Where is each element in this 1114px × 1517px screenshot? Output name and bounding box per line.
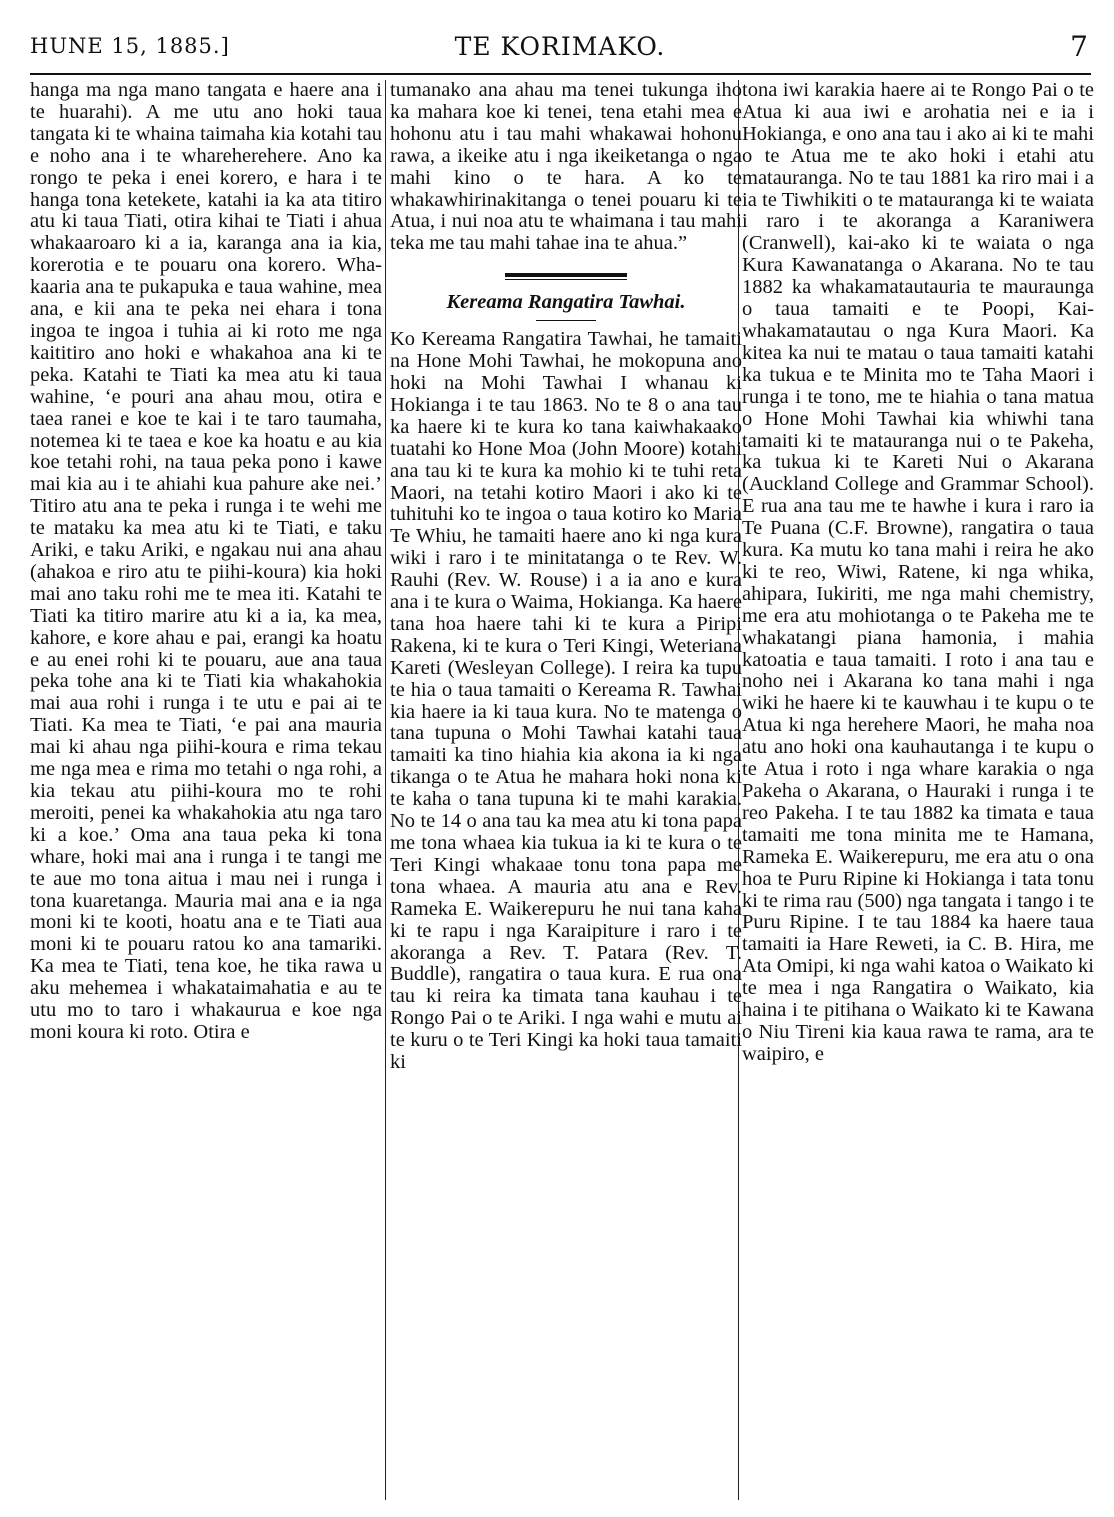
article-body: Ko Kereama Rangatira Tawhai, he tamaiti na Hone Mohi Tawhai, he mokopuna ano hoki na Mohi Tawhai I whanau ki Hokianga i te tau 1863. No te 8 o ana tau ka haere ki te kura ko tana kaiwhakaako tuatahi ko Hone Moa (John Moore) kotahi ana tau ki te kura ka mohio ki te tuhi reta Maori, na tetahi kotiro Maori i ako ki te tuhituhi ko te ingoa o taua kotiro ko Maria Te Whiu, he tamaiti haere ano ki nga kura wiki i raro i te minitatanga o te Rev. W. Rauhi (Rev. W. Rouse) i a ia ano e kura ana i te kura o Waima, Hokianga. Ka haere tana hoa haere tahi ki te kura a Piripi Rakena, ki te kura o Teri Kingi, Weteriana Kareti (Wesleyan College). I reira ka tupu te hia o taua tamaiti o Kereama R. Tawhai kia haere ia ki taua kura. No te matenga o tana tupuna o Mohi Tawhai katahi taua tamaiti ka tino hiahia kia akona ia ki nga tikanga o te Atua he mahara hoki nona ki te kaha o tana tupuna ki te mahi karakia. No te 14 o ana tau ka mea atu ki tona papa me tona whaea kia tukua ia ki te kura o te Teri Kingi whakaae tonu tona papa me tona whaea. A mauria atu ana e Rev. Rameka E. Waikerepuru he nui tana kaha ki te rapu i nga Karaipiture i raro i te akoranga a Rev. T. Patara (Rev. T. Buddle), rangatira o taua kura. E rua ona tau ki reira ka timata tana kauhau i te Rongo Pai o te Ariki. I nga wahi e mutu ai te kuru o te Teri Kingi ka hoki taua tamaiti ki bbox=[390, 328, 742, 1074]
column-3 bbox=[742, 80, 1094, 1500]
column-2-text-continued: tumanako ana ahau ma tenei tukunga iho ka mahara koe ki tenei, tena etahi mea e hohonu atu i tau mahi whakawai hohonu rawa, a ikeike atu i nga ikeiketanga o nga mahi kino o te hara. A ko te whakawhirinakitanga o tenei pouaru ki te Atua, i nui noa atu te whaimana i tau mahi teka me tau mahi tahae ina te ahua.” bbox=[390, 80, 742, 255]
column-rule-1 bbox=[385, 80, 386, 1500]
newspaper-title: TE KORIMAKO. bbox=[454, 32, 666, 61]
article-heading: Kereama Rangatira Tawhai. bbox=[446, 291, 686, 314]
page-number: 7 bbox=[1070, 30, 1088, 63]
page-header bbox=[30, 30, 1090, 70]
article-divider bbox=[505, 273, 627, 280]
header-rule bbox=[30, 73, 1091, 75]
column-2 bbox=[390, 80, 742, 1500]
issue-date: HUNE 15, 1885.] bbox=[30, 34, 230, 58]
column-3-text: tona iwi karakia haere ai te Rongo Pai o te Atua ki aua iwi e arohatia nei e ia i Hokianga, e ono ana tau i ako ai ki te mahi o te Atua me te ako hoki i etahi atu matauranga. No te tau 1881 ka riro mai i a ia te Tiwhikiti o te matauranga ki te waiata i raro i te akoranga a Karaniwera (Cranwell), kai-ako ki te waiata o nga Kura Kawanatanga o Akarana. No te tau 1882 ka whakamatautauria te mauraunga o taua tamaiti e te Poopi, Kai-whakamatautau o nga Kura Maori. Ka kitea ka nui te matau o taua tamaiti katahi ka tukua e te Minita mo te Taha Maori i runga i te tono, me te hiahia o tana matua o Hone Mohi Tawhai kia whiwhi tana tamaiti ki te matauranga nui o te Pakeha, ka tukua ki te Kareti Nui o Akarana (Auckland College and Grammar School). E rua ana tau me te hawhe i kura i raro ia Te Puana (C.F. Browne), rangatira o taua kura. Ka mutu ko tana mahi i reira he ako ki te reo, Wiwi, Ratene, ki nga whika, ahipara, Iukiriti, me nga mahi chemistry, me era atu mohiotanga o te Pakeha me te whakatangi piana hamonia, i mahia katoatia e taua tamaiti. I roto i ana tau e noho nei i Akarana ko tana mahi i nga wiki he haere ki te kauwhau i te kupu o te Atua ki nga herehere Maori, he maha noa atu ano hoki ona kauhautanga i te kupu o te Atua i roto i nga whare karakia o nga Pakeha o Akarana, o Hauraki i runga i te reo Pakeha. I te tau 1882 ka timata e taua tamaiti me tona minita me te Hamana, Rameka E. Waikerepuru, me era atu o ona hoa te Puru Ripine ki Hokianga i tata tonu ki te rima rau (500) nga tangata i tango i te Puru Ripine. I te tau 1884 ka haere taua tamaiti ia Hare Reweti, ia C. B. Hira, me Ata Omipi, ki nga wahi katoa o Waikato ki te mea i nga Rangatira o Waikato, kia haina i te pitihana o Waikato ki te Kawana o Niu Tireni kia kaua rawa te rama, ara te waipiro, e bbox=[742, 80, 1094, 1065]
heading-rule bbox=[536, 320, 596, 321]
column-1 bbox=[30, 80, 382, 1500]
column-1-text: hanga ma nga mano tangata e haere ana i te huarahi). A me utu ano hoki taua tangata ki te whaina taimaha kia kotahi tau e noho ana i te whareherehere. Ano ka rongo te peka i enei korero, e hara i te hanga tona ketekete, katahi ia ka ata titiro atu ki taua Tiati, otira kihai te Tiati i ahua whakaaroaro ki a ia, karanga ana ia kia, korerotia e te pouaru ona korero. Whakaaria ana te pukapuka e taua wahine, mea ana, e kii ana te peka nei ehara i tona ingoa te ingoa i tuhia ai ki roto me nga kaititiro ano hoki e whakahoa ana ki te peka. Katahi te Tiati ka mea atu ki taua wahine, ‘e pouri ana ahau mou, otira e taea ranei e koe te kai i te taro taumaha, notemea ki te taea e koe ka hoatu e au kia koe tetahi rohi, na taua peka pono i kawe mai kia au i te ahiahi kua pahure ake nei.’ Titiro atu ana te peka i runga i te wehi me te mataku ka mea atu ki te Tiati, e taku Ariki, e taku Ariki, e ngakau nui ana ahau (ahakoa e riro atu te piihi-koura) kia hoki mai ano taku rohi me te mea iti. Katahi te Tiati ka titiro marire atu ki a ia, ka mea, kahore, e kore ahau e pai, erangi ka hoatu e au enei rohi ki te pouaru, aue ana taua peka tohe ana ki te Tiati kia whakahokia mai aua rohi i runga i te utu e pai ai te Tiati. Ka mea te Tiati, ‘e pai ana mauria mai ki ahau nga piihi-koura e rima tekau me nga mea e rima mo tetahi o nga rohi, a kia tekau atu piihi-koura mo te rohi meroiti, penei ka whakahokia atu nga taro ki a koe.’ Oma ana taua peka ki tona whare, hoki mai ana i runga i te tangi me te aue mo tona aitua i mau nei i runga i tona kuaretanga. Mauria mai ana e ia nga moni ki te kooti, hoatu ana e te Tiati aua moni ki te pouaru ratou ko ana tamariki. Ka mea te Tiati, tena koe, he tika rawa u aku mehemea i whakataimahatia e au te utu mo to taro i whakaurua e koe nga moni koura ki roto. Otira e bbox=[30, 80, 382, 1043]
